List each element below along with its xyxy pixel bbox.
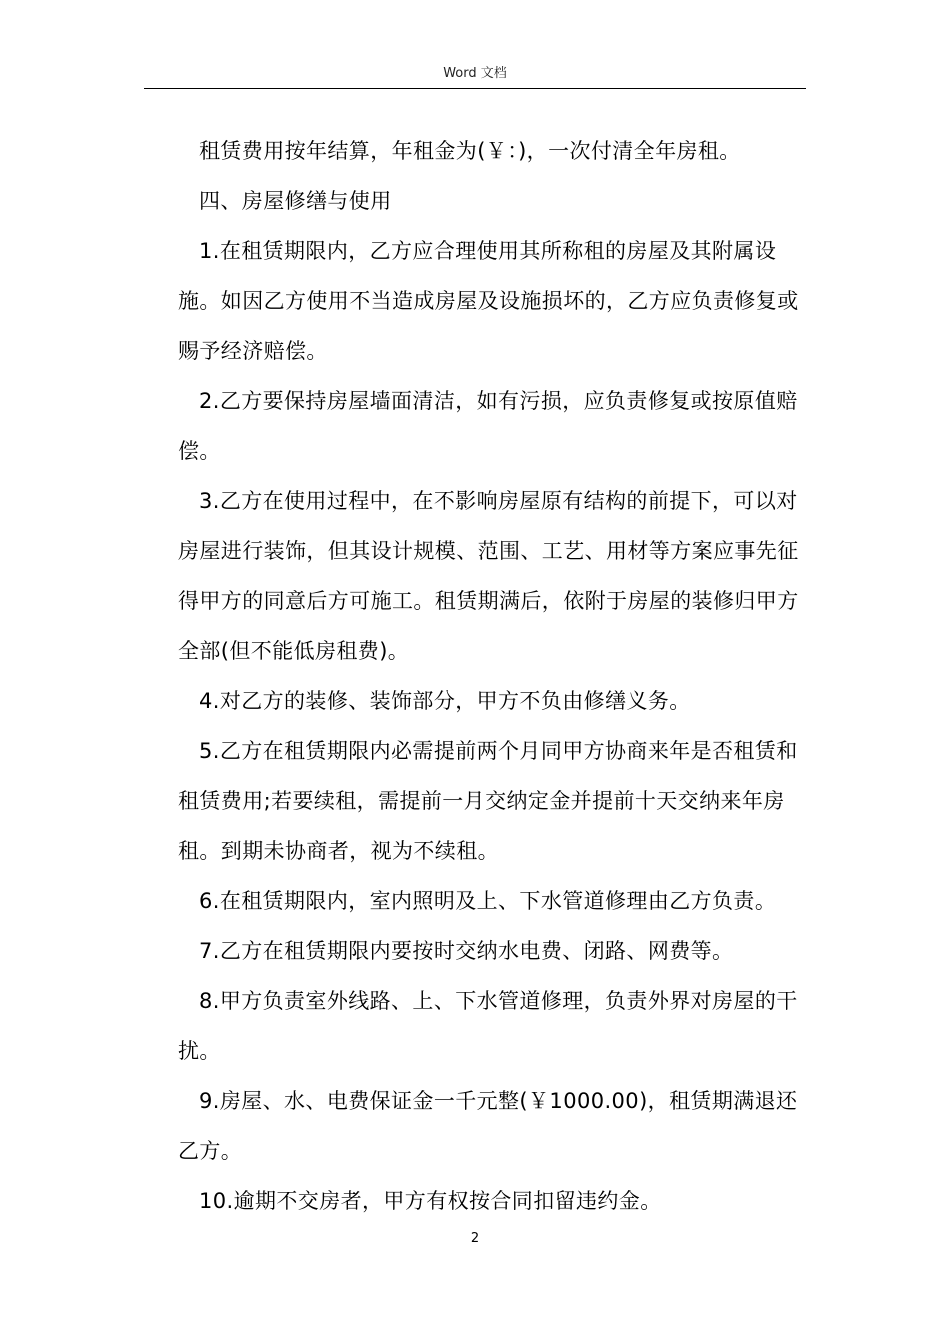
document-body	[178, 126, 808, 1226]
clause-7: 7.乙方在租赁期限内要按时交纳水电费、闭路、网费等。	[199, 939, 734, 963]
paragraph-rent-settlement: 租赁费用按年结算，年租金为(￥：)，一次付清全年房租。	[199, 139, 741, 163]
section-heading-repair-use: 四、房屋修缮与使用	[199, 189, 392, 213]
clause-3: 3.乙方在使用过程中，在不影响房屋原有结构的前提下，可以对房屋进行装饰，但其设计规模、范围、工艺、用材等方案应事先征得甲方的同意后方可施工。租赁期满后，依附于房屋的装修归甲方全部(但不能低房租费)。	[178, 489, 799, 663]
clause-9: 9.房屋、水、电费保证金一千元整(￥1000.00)，租赁期满退还乙方。	[178, 1089, 798, 1163]
clause-5: 5.乙方在租赁期限内必需提前两个月同甲方协商来年是否租赁和租赁费用;若要续租，需提前一月交纳定金并提前十天交纳来年房租。到期未协商者，视为不续租。	[178, 739, 798, 863]
clause-2: 2.乙方要保持房屋墙面清洁，如有污损，应负责修复或按原值赔偿。	[178, 389, 798, 463]
page-header: Word 文档	[443, 66, 507, 81]
clause-6: 6.在租赁期限内，室内照明及上、下水管道修理由乙方负责。	[199, 889, 777, 913]
clause-4: 4.对乙方的装修、装饰部分，甲方不负由修缮义务。	[199, 689, 691, 713]
page-number: 2	[470, 1231, 480, 1246]
header-divider	[144, 88, 806, 89]
clause-1: 1.在租赁期限内，乙方应合理使用其所称租的房屋及其附属设施。如因乙方使用不当造成房屋及设施损坏的，乙方应负责修复或赐予经济赔偿。	[178, 239, 799, 363]
clause-10: 10.逾期不交房者，甲方有权按合同扣留违约金。	[199, 1189, 662, 1213]
clause-8: 8.甲方负责室外线路、上、下水管道修理，负责外界对房屋的干扰。	[178, 989, 798, 1063]
